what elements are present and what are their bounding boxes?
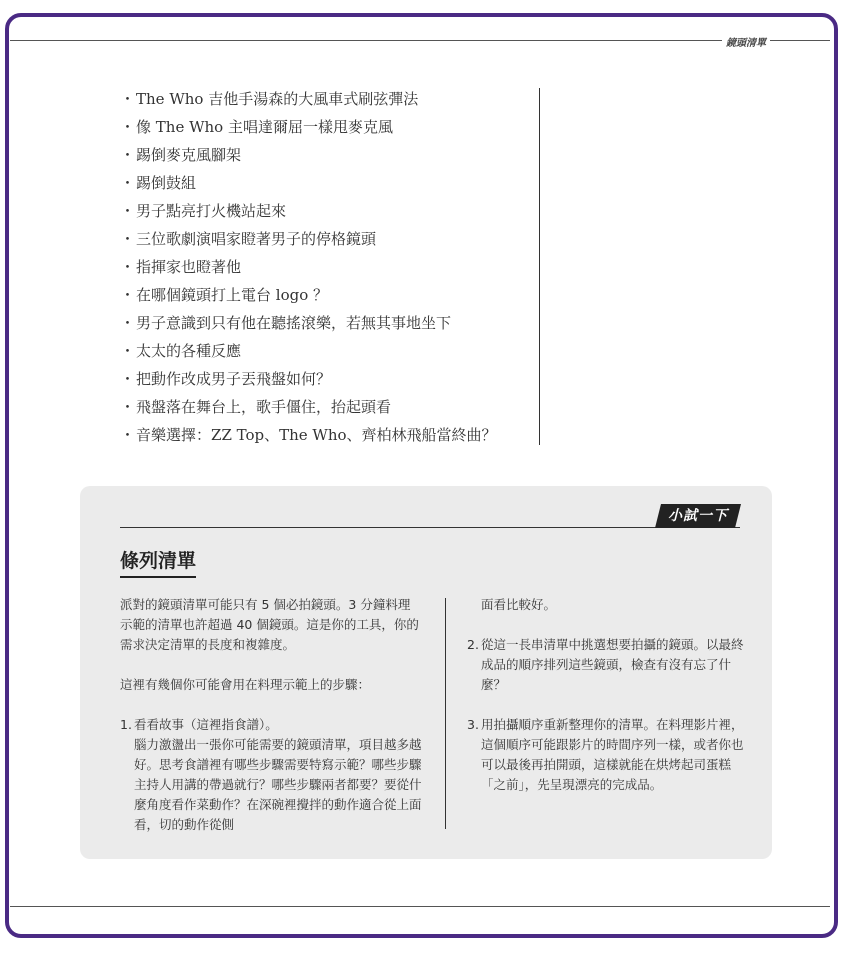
step-title: 看看故事（這裡指食譜）。 (134, 717, 278, 732)
panel-right-column (467, 595, 745, 795)
list-item: ・ 指揮家也瞪著他 (120, 253, 497, 281)
list-item: ・ 在哪個鏡頭打上電台 logo ？ (120, 281, 497, 309)
panel-left-column (120, 595, 422, 835)
list-item: ・ 音樂選擇：ZZ Top、The Who、齊柏林飛船當終曲？ (120, 421, 497, 449)
header-rule (10, 40, 830, 41)
running-header: 鏡頭清單 (722, 34, 770, 49)
step-body: 用拍攝順序重新整理你的清單。在料理影片裡，這個順序可能跟影片的時間序列一樣，或者你也可以最後再拍開頭，這樣就能在烘烤起司蛋糕「之前」，先呈現漂亮的完成品。 (481, 717, 744, 792)
steps-lead: 這裡有幾個你可能會用在料理示範上的步驟： (120, 677, 371, 692)
column-divider (539, 88, 540, 445)
step-2 (467, 635, 745, 695)
try-it-badge: 小試一下 (668, 508, 728, 524)
step-number: 2. (467, 637, 479, 652)
list-item: ・ 踢倒麥克風腳架 (120, 141, 497, 169)
panel-column-divider (445, 598, 446, 829)
shot-list (120, 85, 497, 449)
list-item: ・ 太太的各種反應 (120, 337, 497, 365)
step-1-continued: 面看比較好。 (481, 597, 557, 612)
panel-title: 條列清單 (120, 546, 196, 578)
step-body: 從這一長串清單中挑選想要拍攝的鏡頭。以最終成品的順序排列這些鏡頭，檢查有沒有忘了什麼？ (481, 637, 744, 692)
list-item: ・ 踢倒鼓組 (120, 169, 497, 197)
list-item: ・ 飛盤落在舞台上，歌手僵住，抬起頭看 (120, 393, 497, 421)
list-item: ・ 男子意識到只有他在聽搖滾樂，若無其事地坐下 (120, 309, 497, 337)
step-3 (467, 715, 745, 795)
footer-rule (10, 906, 830, 907)
list-item: ・ 男子點亮打火機站起來 (120, 197, 497, 225)
step-number: 1. (120, 717, 132, 732)
step-1 (120, 715, 422, 735)
list-item: ・ The Who 吉他手湯森的大風車式刷弦彈法 (120, 85, 497, 113)
list-item: ・ 把動作改成男子丟飛盤如何？ (120, 365, 497, 393)
list-item: ・ 像 The Who 主唱達爾屈一樣甩麥克風 (120, 113, 497, 141)
step-body: 腦力激盪出一張你可能需要的鏡頭清單，項目越多越好。思考食譜裡有哪些步驟需要特寫示範？哪些步驟主持人用講的帶過就行？哪些步驟兩者都要？要從什麼角度看作菜動作？在深碗裡攪拌的動作適合從上面看，切的動作從側 (134, 737, 422, 832)
intro-paragraph: 派對的鏡頭清單可能只有 5 個必拍鏡頭。3 分鐘料理示範的清單也許超過 40 個鏡頭。這是你的工具，你的需求決定清單的長度和複雜度。 (120, 597, 419, 652)
panel-rule (120, 527, 740, 528)
list-item: ・ 三位歌劇演唱家瞪著男子的停格鏡頭 (120, 225, 497, 253)
step-number: 3. (467, 717, 479, 732)
